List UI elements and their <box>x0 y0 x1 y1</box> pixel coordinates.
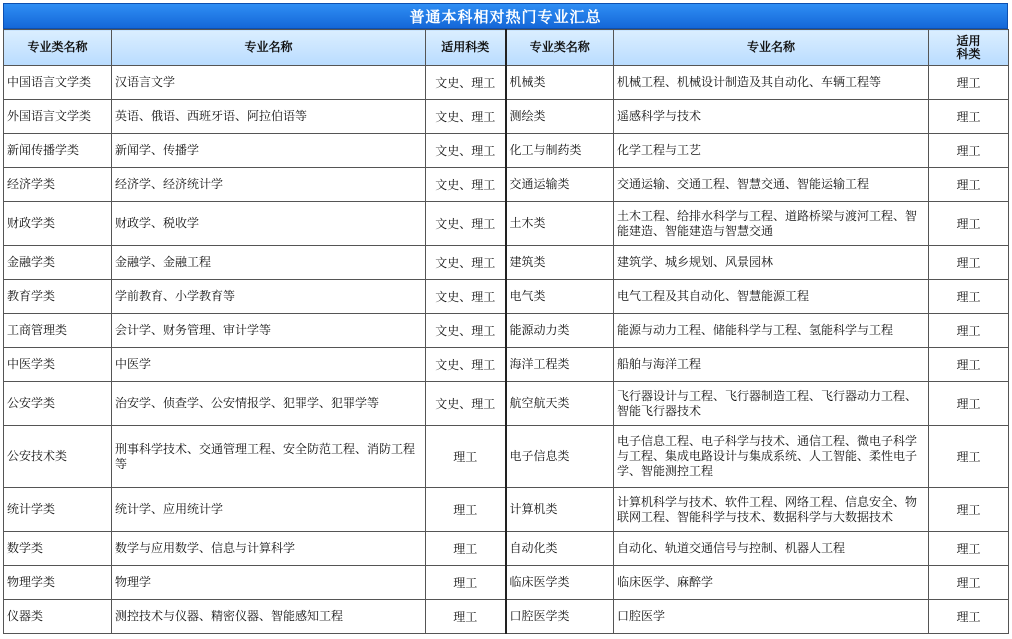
table-row <box>4 600 1009 634</box>
table-row <box>4 532 1009 566</box>
left-type-cell: 文史、理工 <box>426 66 506 100</box>
left-major-cell: 统计学、应用统计学 <box>112 488 426 532</box>
right-type-cell: 理工 <box>929 100 1009 134</box>
header-left-category: 专业类名称 <box>4 30 112 66</box>
right-category-cell: 交通运输类 <box>506 168 614 202</box>
left-type-cell: 文史、理工 <box>426 314 506 348</box>
right-major-cell: 建筑学、城乡规划、风景园林 <box>614 246 929 280</box>
right-category-cell: 临床医学类 <box>506 566 614 600</box>
table-row <box>4 314 1009 348</box>
right-major-cell: 遥感科学与技术 <box>614 100 929 134</box>
table-row <box>4 100 1009 134</box>
right-category-cell: 测绘类 <box>506 100 614 134</box>
summary-document <box>3 3 1008 634</box>
right-category-cell: 自动化类 <box>506 532 614 566</box>
right-type-cell: 理工 <box>929 246 1009 280</box>
table-row <box>4 348 1009 382</box>
right-type-cell: 理工 <box>929 488 1009 532</box>
right-major-cell: 临床医学、麻醉学 <box>614 566 929 600</box>
right-category-cell: 建筑类 <box>506 246 614 280</box>
right-category-cell: 电子信息类 <box>506 426 614 488</box>
left-type-cell: 文史、理工 <box>426 382 506 426</box>
right-category-cell: 化工与制药类 <box>506 134 614 168</box>
left-type-cell: 文史、理工 <box>426 202 506 246</box>
right-category-cell: 口腔医学类 <box>506 600 614 634</box>
left-category-cell: 仪器类 <box>4 600 112 634</box>
left-major-cell: 金融学、金融工程 <box>112 246 426 280</box>
right-major-cell: 飞行器设计与工程、飞行器制造工程、飞行器动力工程、智能飞行器技术 <box>614 382 929 426</box>
table-row <box>4 280 1009 314</box>
table-row <box>4 426 1009 488</box>
left-major-cell: 测控技术与仪器、精密仪器、智能感知工程 <box>112 600 426 634</box>
left-category-cell: 教育学类 <box>4 280 112 314</box>
right-type-cell: 理工 <box>929 600 1009 634</box>
left-major-cell: 治安学、侦查学、公安情报学、犯罪学、犯罪学等 <box>112 382 426 426</box>
right-type-cell: 理工 <box>929 382 1009 426</box>
left-category-cell: 中国语言文学类 <box>4 66 112 100</box>
right-category-cell: 海洋工程类 <box>506 348 614 382</box>
right-type-cell: 理工 <box>929 566 1009 600</box>
table-row <box>4 246 1009 280</box>
right-category-cell: 计算机类 <box>506 488 614 532</box>
left-type-cell: 文史、理工 <box>426 246 506 280</box>
right-major-cell: 机械工程、机械设计制造及其自动化、车辆工程等 <box>614 66 929 100</box>
left-category-cell: 外国语言文学类 <box>4 100 112 134</box>
left-major-cell: 学前教育、小学教育等 <box>112 280 426 314</box>
left-major-cell: 英语、俄语、西班牙语、阿拉伯语等 <box>112 100 426 134</box>
left-type-cell: 理工 <box>426 532 506 566</box>
right-category-cell: 机械类 <box>506 66 614 100</box>
left-major-cell: 经济学、经济统计学 <box>112 168 426 202</box>
left-category-cell: 公安技术类 <box>4 426 112 488</box>
left-category-cell: 物理学类 <box>4 566 112 600</box>
right-major-cell: 化学工程与工艺 <box>614 134 929 168</box>
right-category-cell: 土木类 <box>506 202 614 246</box>
right-type-cell: 理工 <box>929 66 1009 100</box>
right-major-cell: 电气工程及其自动化、智慧能源工程 <box>614 280 929 314</box>
right-major-cell: 口腔医学 <box>614 600 929 634</box>
table-row <box>4 202 1009 246</box>
left-category-cell: 统计学类 <box>4 488 112 532</box>
header-row <box>4 30 1009 66</box>
right-category-cell: 电气类 <box>506 280 614 314</box>
left-major-cell: 财政学、税收学 <box>112 202 426 246</box>
majors-table <box>3 29 1009 634</box>
left-type-cell: 文史、理工 <box>426 134 506 168</box>
header-left-type: 适用科类 <box>426 30 506 66</box>
left-major-cell: 刑事科学技术、交通管理工程、安全防范工程、消防工程等 <box>112 426 426 488</box>
header-right-major: 专业名称 <box>614 30 929 66</box>
right-type-cell: 理工 <box>929 202 1009 246</box>
right-major-cell: 船舶与海洋工程 <box>614 348 929 382</box>
left-type-cell: 理工 <box>426 566 506 600</box>
left-category-cell: 新闻传播学类 <box>4 134 112 168</box>
table-row <box>4 382 1009 426</box>
right-major-cell: 自动化、轨道交通信号与控制、机器人工程 <box>614 532 929 566</box>
left-category-cell: 工商管理类 <box>4 314 112 348</box>
left-major-cell: 汉语言文学 <box>112 66 426 100</box>
right-type-cell: 理工 <box>929 280 1009 314</box>
left-major-cell: 新闻学、传播学 <box>112 134 426 168</box>
header-right-category: 专业类名称 <box>506 30 614 66</box>
left-major-cell: 数学与应用数学、信息与计算科学 <box>112 532 426 566</box>
left-category-cell: 经济学类 <box>4 168 112 202</box>
table-row <box>4 134 1009 168</box>
left-type-cell: 理工 <box>426 488 506 532</box>
left-category-cell: 公安学类 <box>4 382 112 426</box>
right-type-cell: 理工 <box>929 168 1009 202</box>
table-row <box>4 66 1009 100</box>
right-major-cell: 能源与动力工程、储能科学与工程、氢能科学与工程 <box>614 314 929 348</box>
right-major-cell: 土木工程、给排水科学与工程、道路桥梁与渡河工程、智能建造、智能建造与智慧交通 <box>614 202 929 246</box>
right-major-cell: 电子信息工程、电子科学与技术、通信工程、微电子科学与工程、集成电路设计与集成系统、人工智能、柔性电子学、智能测控工程 <box>614 426 929 488</box>
left-type-cell: 文史、理工 <box>426 168 506 202</box>
right-type-cell: 理工 <box>929 532 1009 566</box>
table-row <box>4 488 1009 532</box>
right-type-cell: 理工 <box>929 348 1009 382</box>
right-type-cell: 理工 <box>929 134 1009 168</box>
left-type-cell: 文史、理工 <box>426 280 506 314</box>
right-type-cell: 理工 <box>929 426 1009 488</box>
left-major-cell: 会计学、财务管理、审计学等 <box>112 314 426 348</box>
left-major-cell: 中医学 <box>112 348 426 382</box>
right-type-cell: 理工 <box>929 314 1009 348</box>
right-major-cell: 交通运输、交通工程、智慧交通、智能运输工程 <box>614 168 929 202</box>
left-category-cell: 中医学类 <box>4 348 112 382</box>
right-major-cell: 计算机科学与技术、软件工程、网络工程、信息安全、物联网工程、智能科学与技术、数据科学与大数据技术 <box>614 488 929 532</box>
left-type-cell: 文史、理工 <box>426 348 506 382</box>
left-type-cell: 理工 <box>426 600 506 634</box>
table-row <box>4 566 1009 600</box>
right-category-cell: 能源动力类 <box>506 314 614 348</box>
table-row <box>4 168 1009 202</box>
left-type-cell: 理工 <box>426 426 506 488</box>
left-category-cell: 金融学类 <box>4 246 112 280</box>
left-type-cell: 文史、理工 <box>426 100 506 134</box>
header-right-type: 适用 科类 <box>929 30 1009 66</box>
left-category-cell: 数学类 <box>4 532 112 566</box>
left-category-cell: 财政学类 <box>4 202 112 246</box>
header-left-major: 专业名称 <box>112 30 426 66</box>
right-category-cell: 航空航天类 <box>506 382 614 426</box>
table-title: 普通本科相对热门专业汇总 <box>3 3 1008 29</box>
left-major-cell: 物理学 <box>112 566 426 600</box>
